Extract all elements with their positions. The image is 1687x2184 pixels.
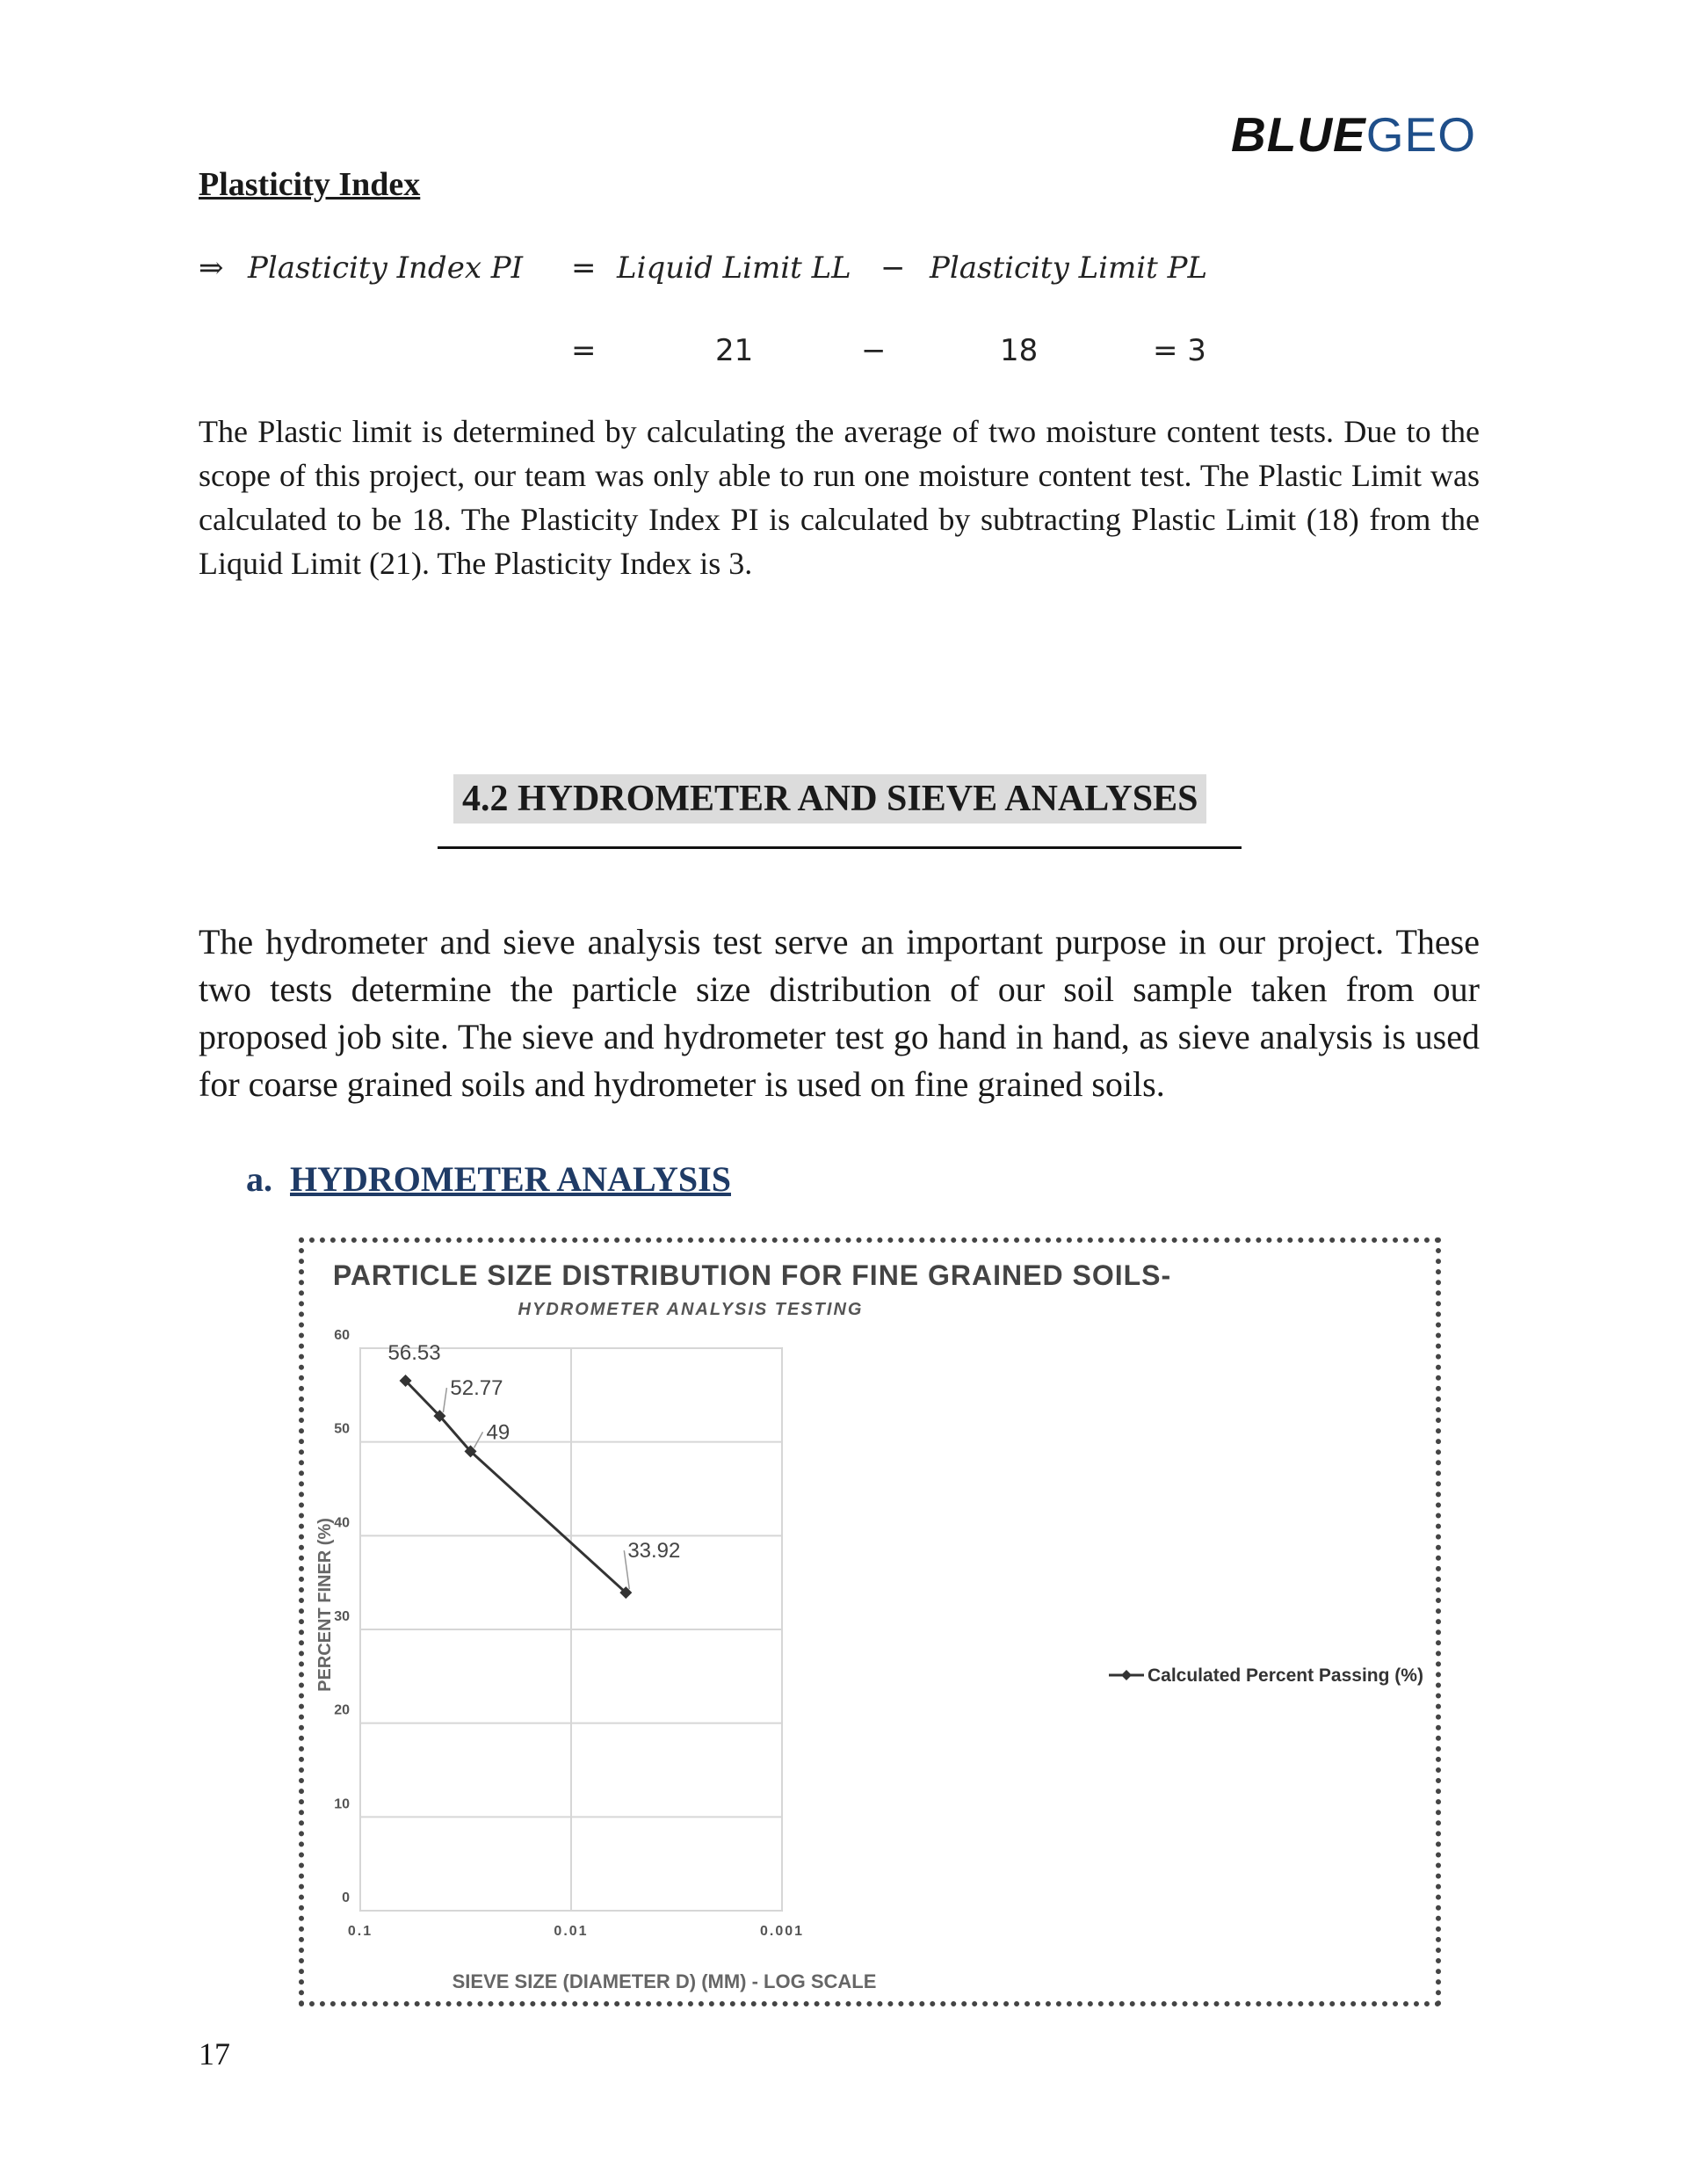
subsection-heading <box>246 1156 731 1203</box>
formula-pi-term: Plasticity Index PI <box>248 250 524 286</box>
legend-label: Calculated Percent Passing (%) <box>1148 1665 1423 1686</box>
plasticity-index-heading: Plasticity Index <box>199 166 421 203</box>
y-tick-label: 0 <box>342 1890 350 1905</box>
y-tick-label: 50 <box>334 1421 350 1437</box>
calc-equals: = <box>571 333 597 368</box>
y-axis-label: PERCENT FINER (%) <box>315 1518 335 1692</box>
data-label-leader <box>443 1388 446 1412</box>
data-label: 52.77 <box>450 1376 503 1401</box>
data-label-leader <box>474 1432 482 1448</box>
hydrometer-sieve-paragraph: The hydrometer and sieve analysis test serve an important purpose in our project. These two tests determine the particle size distribution of our soil sample taken from our proposed job site. The sieve and hydrometer test go hand in hand, as sieve analysis is used for coarse grained soils and hydrometer is used on fine grained soils. <box>199 922 1480 1104</box>
chart-subtitle: HYDROMETER ANALYSIS TESTING <box>518 1300 864 1319</box>
y-tick-label: 20 <box>334 1702 350 1718</box>
y-tick-label: 40 <box>334 1515 350 1531</box>
calc-liquid-limit: 21 <box>715 333 754 368</box>
chart-frame <box>299 1237 1441 2006</box>
plasticity-paragraph: The Plastic limit is determined by calculating the average of two moisture content tests. Due to the scope of this project, our team was only able to run one moisture content test. The Plastic Limit was calculated to be 18. The Plasticity Index PI is calculated by subtracting Plastic Limit (18) from the Liquid Limit (21). The Plasticity Index is 3. <box>199 414 1480 581</box>
chart-title: PARTICLE SIZE DISTRIBUTION FOR FINE GRAINED SOILS- <box>332 1259 1172 1291</box>
y-tick-label: 60 <box>334 1328 350 1343</box>
formula-equals: = <box>571 250 597 286</box>
y-axis-ticks <box>334 1328 350 1905</box>
page-number: 17 <box>199 2036 230 2072</box>
calc-result: = 3 <box>1153 333 1206 368</box>
data-label: 49 <box>486 1420 510 1445</box>
calc-plastic-limit: 18 <box>1000 333 1039 368</box>
chart-grid <box>360 1348 782 1911</box>
x-axis-ticks <box>348 1924 804 1939</box>
chart-legend <box>1109 1665 1423 1686</box>
x-tick-label: 0.1 <box>347 1924 373 1939</box>
subsection-marker: a. <box>246 1159 272 1199</box>
formula-ll-term: Liquid Limit LL <box>617 250 851 286</box>
x-tick-label: 0.001 <box>759 1924 805 1939</box>
formula-pl-term: Plasticity Limit PL <box>930 250 1208 286</box>
section-heading: 4.2 HYDROMETER AND SIEVE ANALYSES <box>453 774 1206 824</box>
section-heading-rule <box>438 846 1242 849</box>
data-label: 33.92 <box>627 1539 681 1564</box>
particle-size-chart <box>304 1243 1436 2001</box>
subsection-label: HYDROMETER ANALYSIS <box>290 1159 731 1199</box>
company-logo: BLUEGEO <box>1231 107 1476 162</box>
x-tick-label: 0.01 <box>554 1924 589 1939</box>
implies-arrow: ⇒ <box>199 250 224 286</box>
calc-minus: − <box>861 333 887 368</box>
formula-minus: − <box>880 250 906 286</box>
legend-marker <box>1121 1670 1132 1680</box>
data-label: 56.53 <box>387 1341 441 1366</box>
y-tick-label: 10 <box>334 1796 350 1812</box>
chart-series <box>388 1341 681 1599</box>
y-tick-label: 30 <box>334 1609 350 1624</box>
x-axis-label: SIEVE SIZE (DIAMETER D) (MM) - LOG SCALE <box>452 1970 877 1992</box>
